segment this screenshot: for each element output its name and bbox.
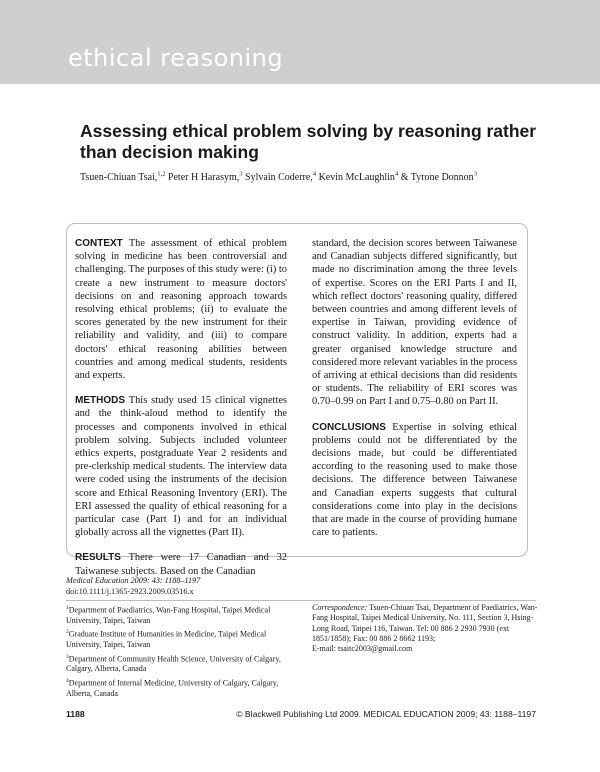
abstract-column-right: [312, 237, 517, 551]
author: Tsuen-Chiuan Tsai,$^{1,2}$: [80, 171, 166, 184]
page-footer: [66, 709, 536, 723]
abstract-conclusions: CONCLUSIONS Expertise in solving ethical problems could not be differentiated by the decisions made, but could be differentiated according to the reasoning used to make those decisions. The difference between Taiwanese and Canadian experts suggests that cultural considerations come into play in the decisions that are made in the course of providing humane care to patients.: [312, 421, 517, 539]
author: Sylvain Coderre,$^4$: [245, 171, 317, 184]
author-list: [80, 169, 560, 184]
abstract-results-continued: standard, the decision scores between Taiwanese and Canadian subjects differed significantly, but made no discrimination among the three levels of expertise. Scores on the ERI Parts I and II, which reflect doctors' reasoning quality, differed between countries and among different levels of expertise in Taiwan, providing evidence of construct validity. In addition, experts had a greater organised knowledge structure and considered more relevant variables in the process of arriving at ethical decisions than did residents or students. The reliability of ERI scores was 0.70–0.99 on Part I and 0.75–0.80 on Part II.: [312, 238, 517, 408]
affiliation: $^1$Department of Paediatrics, Wan-Fang Hospital, Taipei Medical University, Taipei, Taiwan: [66, 605, 271, 625]
journal-citation: Medical Education 2009: 43: 1188–1197: [66, 576, 201, 585]
conclusions-heading: CONCLUSIONS: [312, 421, 386, 433]
article-title: Assessing ethical problem solving by reasoning rather than decision making: [80, 121, 537, 162]
citation: [66, 575, 200, 597]
correspondence: [312, 603, 542, 654]
abstract-methods: METHODS This study used 15 clinical vignettes and the think-aloud method to identify the processes and components involved in ethical problem solving. Subjects included volunteer ethics experts, postgraduate Year 2 residents and pre-clerkship medical students. The interview data were coded using the instruments of the decision score and Ethical Reasoning Inventory (ERI). The ERI assessed the quality of ethical reasoning for a particular case (Part I) and for an individual globally across all the vignettes (Part II).: [75, 395, 287, 539]
correspondence-address: Tsuen-Chiuan Tsai, Department of Paediatrics, Wan-Fang Hospital, Taipei Medical University, No. 111, Section 3, Hsing-Long Road, Taipei 116, Taiwan. Tel: 00 886 2 2930 7930 (ext 1851/1858); Fax: 00 886 2 8662 1193;: [312, 603, 538, 643]
author: Peter H Harasym,$^3$: [167, 171, 243, 184]
methods-heading: METHODS: [75, 395, 125, 407]
author: & Tyrone Donnon$^3$: [400, 171, 477, 184]
abstract-context: CONTEXT The assessment of ethical problem solving in medicine has been controversial and challenging. The purposes of this study were: (i) to create a new instrument to measure doctors' decisions on and reasoning approach towards resolving ethical problems; (ii) to evaluate the scores generated by the new instrument for their reliability and validity, and (iii) to compare doctors' ethical reasoning abilities between countries and among medical students, residents and experts.: [75, 238, 287, 382]
section-title: ethical reasoning: [68, 44, 284, 72]
affiliation: $^2$Graduate Institute of Humanities in Medicine, Taipei Medical University, Taipei, Taiwan: [66, 629, 267, 650]
author: Kevin McLaughlin$^4$: [318, 171, 399, 184]
divider: [66, 600, 536, 601]
correspondence-label: Correspondence:: [312, 603, 368, 612]
page-number: 1188: [66, 709, 85, 719]
section-header-band: [0, 0, 600, 84]
context-heading: CONTEXT: [75, 238, 123, 249]
affiliation: $^3$Department of Community Health Science, University of Calgary, Calgary, Alberta, Canada: [66, 653, 281, 674]
abstract-results: RESULTS There were 17 Canadian and 32 Taiwanese subjects. Based on the Canadian: [75, 552, 287, 577]
abstract-column-left: [75, 237, 287, 590]
doi-link[interactable]: doi:10.1111/j.1365-2923.2009.03516.x: [66, 587, 194, 596]
results-heading: RESULTS: [75, 552, 121, 564]
affiliation: $^4$Department of Internal Medicine, University of Calgary, Calgary, Alberta, Canada: [66, 677, 279, 698]
copyright-line: © Blackwell Publishing Ltd 2009. MEDICAL EDUCATION 2009; 43: 1188–1197: [236, 709, 536, 719]
correspondence-email[interactable]: E-mail: tsaitc2003@gmail.com: [312, 644, 413, 654]
affiliations: [66, 603, 296, 700]
